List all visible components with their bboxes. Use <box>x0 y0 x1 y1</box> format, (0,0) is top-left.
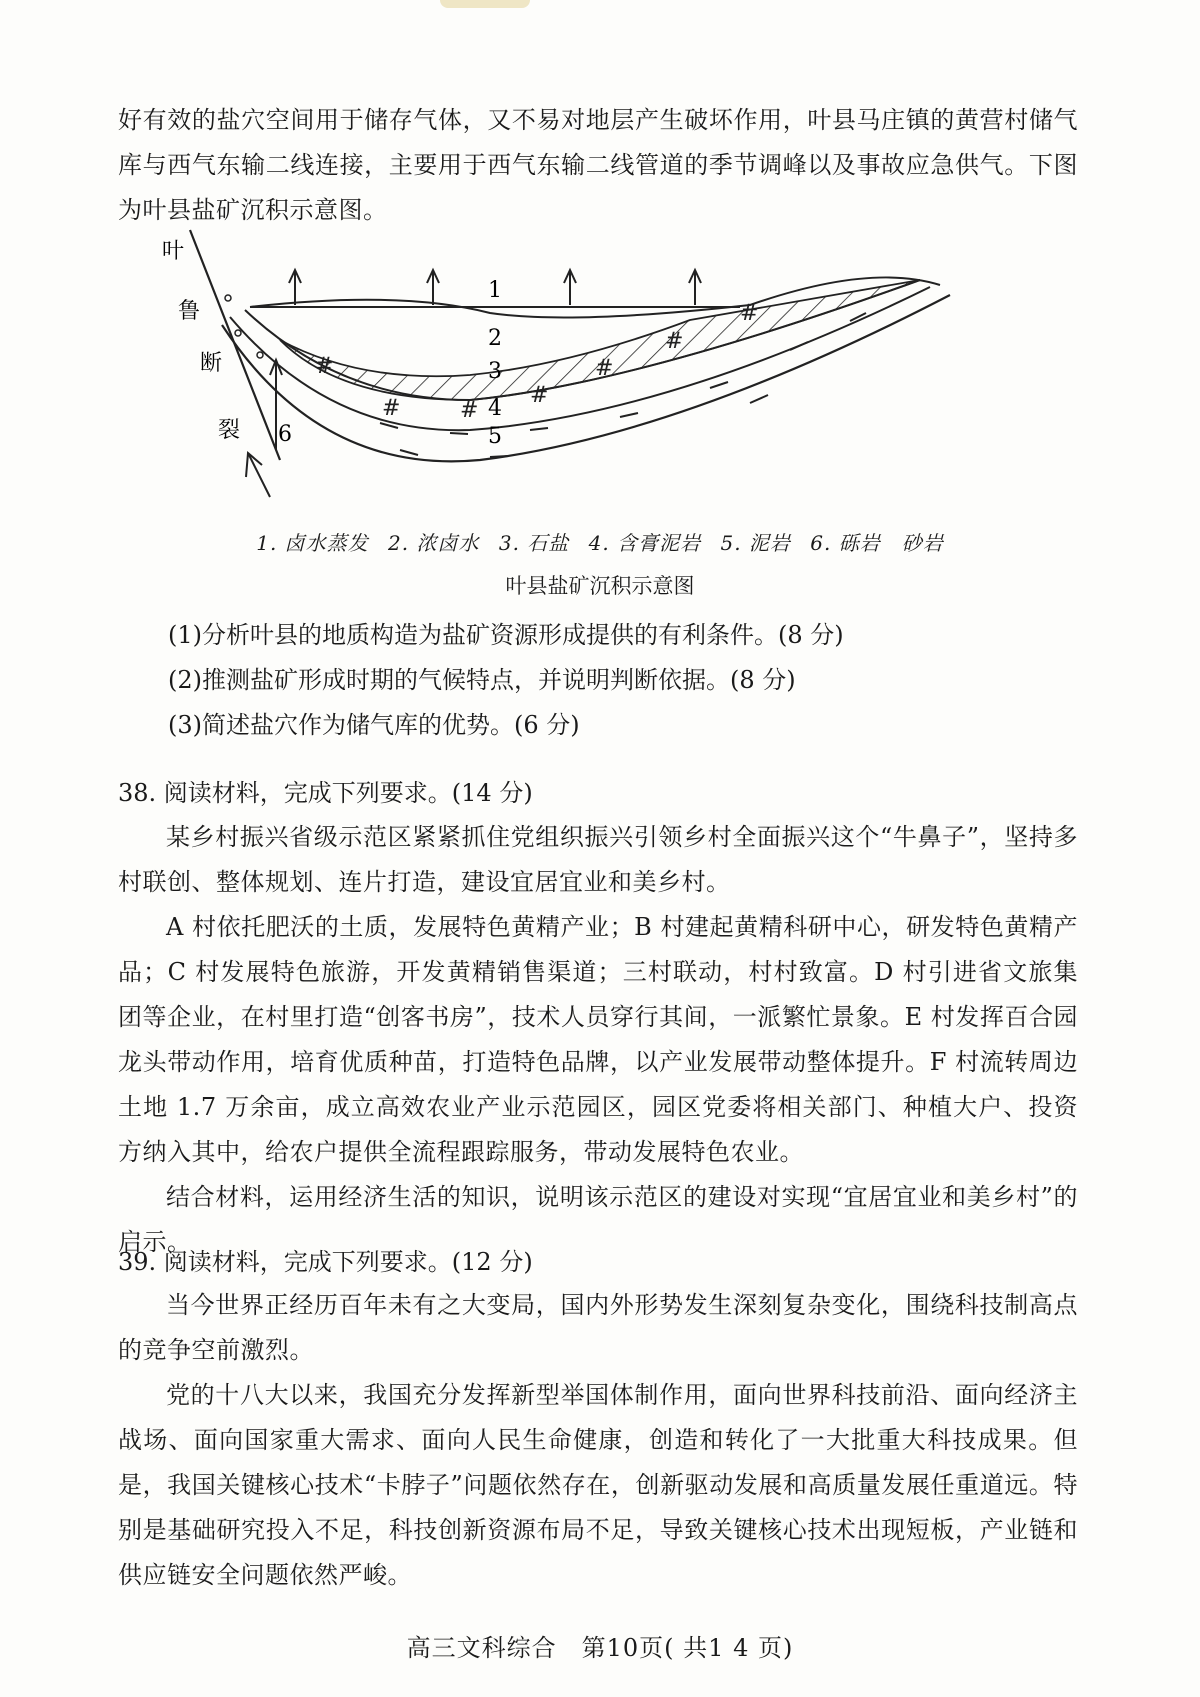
legend-item: 3. 石盐 <box>498 531 570 555</box>
legend-item: 6. 砾岩 砂岩 <box>810 531 944 555</box>
q38-paragraph-2: A 村依托肥沃的土质，发展特色黄精产业；B 村建起黄精科研中心，研发特色黄精产品；C 村发展特色旅游，开发黄精销售渠道；三村联动，村村致富。D 村引进省文旅集团等企业，在村里打造“创客书房”，技术人员穿行其间，一派繁忙景象。E 村发挥百合园龙头带动作用，培育优质种苗，打造特色品牌，以产业发展带动整体提升。F 村流转周边土地 1.7 万余亩，成立高效农业产业示范园区，园区党委将相关部门、种植大户、投资方纳入其中，给农户提供全流程跟踪服务，带动发展特色农业。 <box>118 913 1078 1166</box>
svg-text:#: # <box>595 356 614 381</box>
salt-layer <box>280 280 920 400</box>
fault-char: 裂 <box>218 418 241 443</box>
intro-paragraph: 好有效的盐穴空间用于储存气体，又不易对地层产生破坏作用，叶县马庄镇的黄营村储气库与西气东输二线连接，主要用于西气东输二线管道的季节调峰以及事故应急供气。下图为叶县盐矿沉积示意图。 <box>118 106 1078 224</box>
fault-arrow-up <box>248 453 270 497</box>
svg-text:#: # <box>530 383 549 408</box>
legend-item: 5. 泥岩 <box>720 531 791 555</box>
question-39-heading: 39. 阅读材料，完成下列要求。(12 分) <box>118 1248 533 1276</box>
fault-char: 鲁 <box>178 299 201 324</box>
legend-item: 1. 卤水蒸发 <box>256 531 369 555</box>
salt-deposit-diagram <box>150 225 1050 525</box>
q39-paragraph-2: 党的十八大以来，我国充分发挥新型举国体制作用，面向世界科技前沿、面向经济主战场、面向国家重大需求、面向人民生命健康，创造和转化了一大批重大科技成果。但是，我国关键核心技术“卡脖子”问题依然存在，创新驱动发展和高质量发展任重道远。特别是基础研究投入不足，科技创新资源布局不足，导致关键核心技术出现短板，产业链和供应链安全问题依然严峻。 <box>118 1381 1078 1589</box>
fault-char: 叶 <box>162 239 185 264</box>
layer-label: 2 <box>488 326 502 351</box>
layer-label: 4 <box>488 396 502 421</box>
question-38-heading: 38. 阅读材料，完成下列要求。(14 分) <box>118 779 533 807</box>
svg-text:#: # <box>315 354 334 379</box>
svg-text:#: # <box>665 329 684 354</box>
legend-item: 4. 含膏泥岩 <box>588 531 702 555</box>
svg-text:#: # <box>460 398 479 423</box>
subquestion-2: (2)推测盐矿形成时期的气候特点，并说明判断依据。(8 分) <box>168 666 796 694</box>
q38-paragraph-1: 某乡村振兴省级示范区紧紧抓住党组织振兴引领乡村全面振兴这个“牛鼻子”，坚持多村联创、整体规划、连片打造，建设宜居宜业和美乡村。 <box>118 823 1078 896</box>
layer-label: 5 <box>488 424 502 449</box>
layer-label: 6 <box>278 422 292 447</box>
layer-label: 3 <box>488 359 502 384</box>
page-footer: 高三文科综合 第10页( 共1 4 页) <box>406 1634 794 1662</box>
q39-paragraph-1: 当今世界正经历百年未有之大变局，国内外形势发生深刻复杂变化，围绕科技制高点的竞争空前激烈。 <box>118 1291 1078 1364</box>
figure-caption: 叶县盐矿沉积示意图 <box>505 574 695 598</box>
q38-paragraph-3: 结合材料，运用经济生活的知识，说明该示范区的建设对实现“宜居宜业和美乡村”的启示。 <box>118 1183 1078 1256</box>
subquestion-1: (1)分析叶县的地质构造为盐矿资源形成提供的有利条件。(8 分) <box>168 621 844 649</box>
svg-text:#: # <box>382 396 401 421</box>
figure-legend <box>0 527 1200 556</box>
svg-text:#: # <box>740 301 759 326</box>
subquestion-3: (3)简述盐穴作为储气库的优势。(6 分) <box>168 711 580 739</box>
legend-item: 2. 浓卤水 <box>388 531 480 555</box>
fault-char: 断 <box>200 351 223 376</box>
scan-mark <box>440 0 530 8</box>
layer-label: 1 <box>488 278 502 303</box>
